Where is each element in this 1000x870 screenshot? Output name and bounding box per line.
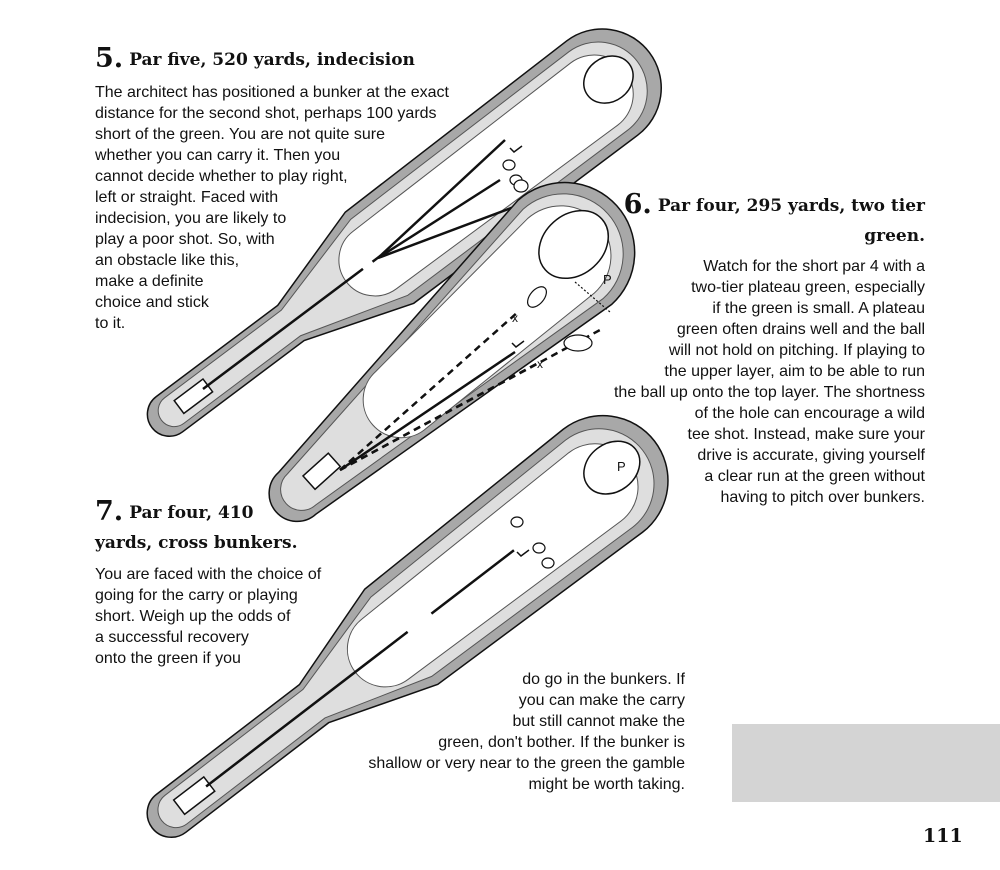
svg-text:x: x	[537, 357, 543, 371]
hole-6-text-line: will not hold on pitching. If playing to	[668, 342, 925, 359]
hole-6-text-line: drive is accurate, giving yourself	[697, 447, 925, 464]
hole-5-text-line: indecision, you are likely to	[95, 210, 287, 227]
hole-5-bunker	[514, 180, 528, 192]
hole-6-title-line-2: green.	[864, 226, 925, 246]
page-number: 111	[923, 825, 963, 847]
hole-6-title-line-1: Par four, 295 yards, two tier	[657, 196, 925, 216]
hole-5-text-line: make a definite	[95, 273, 204, 290]
hole-7-title-line-2: yards, cross bunkers.	[95, 533, 298, 553]
hole-7-title-line-1: Par four, 410	[129, 503, 254, 523]
hole-7-text-line: shallow or very near to the green the gamble	[368, 755, 685, 772]
hole-5-text-line: to it.	[95, 315, 126, 332]
hole-7-heading-line-2	[95, 528, 298, 558]
hole-6-text-line: the ball up onto the top layer. The shortness	[613, 384, 925, 401]
hole-6-text-line: of the hole can encourage a wild	[694, 405, 925, 422]
hole-7-text-line: but still cannot make the	[512, 713, 685, 730]
hole-7-text-line: you can make the carry	[518, 692, 685, 709]
hole-5-text-line: distance for the second shot, perhaps 100 yards	[95, 105, 437, 122]
hole-6-text-line: if the green is small. A plateau	[712, 300, 925, 317]
svg-text:x: x	[512, 311, 518, 325]
hole-7-bunker	[542, 558, 554, 568]
hole-5-text-line: The architect has positioned a bunker at the exact	[95, 84, 449, 101]
hole-7-flag: P	[617, 459, 626, 474]
hole-6-number: 6.	[623, 189, 652, 220]
hole-7-bunker	[511, 517, 523, 527]
hole-6-text-line: green often drains well and the ball	[676, 321, 925, 338]
hole-6-heading	[624, 190, 925, 221]
hole-6-flag: P	[603, 272, 612, 287]
hole-5-title: Par five, 520 yards, indecision	[129, 50, 415, 70]
hole-5-text-line: an obstacle like this,	[95, 252, 240, 269]
hole-6-bunker	[564, 335, 592, 351]
hole-7-heading	[95, 497, 253, 528]
hole-7-text-line: might be worth taking.	[528, 776, 685, 793]
hole-7-text-line: onto the green if you	[95, 650, 241, 667]
hole-6-text-line: a clear run at the green without	[704, 468, 925, 485]
hole-6-text-line: tee shot. Instead, make sure your	[687, 426, 925, 443]
hole-5-text-line: choice and stick	[95, 294, 209, 311]
hole-5-heading	[95, 44, 415, 75]
grey-panel	[732, 724, 1000, 802]
hole-7-text-line: green, don't bother. If the bunker is	[438, 734, 685, 751]
hole-7-text-line: going for the carry or playing	[95, 587, 298, 604]
hole-6-text-line: two-tier plateau green, especially	[691, 279, 925, 296]
hole-5-text-line: short of the green. You are not quite sure	[95, 126, 385, 143]
hole-7-text-line: do go in the bunkers. If	[522, 671, 685, 688]
hole-7-text-line: short. Weigh up the odds of	[95, 608, 291, 625]
hole-6-text-line: Watch for the short par 4 with a	[703, 258, 925, 275]
hole-6-text-line: having to pitch over bunkers.	[720, 489, 925, 506]
hole-5-text-line: left or straight. Faced with	[95, 189, 279, 206]
hole-5-bunker	[503, 160, 515, 170]
hole-7-bunker	[533, 543, 545, 553]
hole-6-heading-line-2	[864, 221, 925, 251]
hole-5-text-line: cannot decide whether to play right,	[95, 168, 348, 185]
hole-6-text-line: the upper layer, aim to be able to run	[664, 363, 925, 380]
hole-5-text-line: whether you can carry it. Then you	[95, 147, 341, 164]
hole-7-text-line: You are faced with the choice of	[95, 566, 322, 583]
hole-7-number: 7.	[95, 496, 124, 527]
hole-7-text-line: a successful recovery	[95, 629, 249, 646]
hole-5-text-line: play a poor shot. So, with	[95, 231, 275, 248]
hole-5-number: 5.	[95, 43, 124, 74]
